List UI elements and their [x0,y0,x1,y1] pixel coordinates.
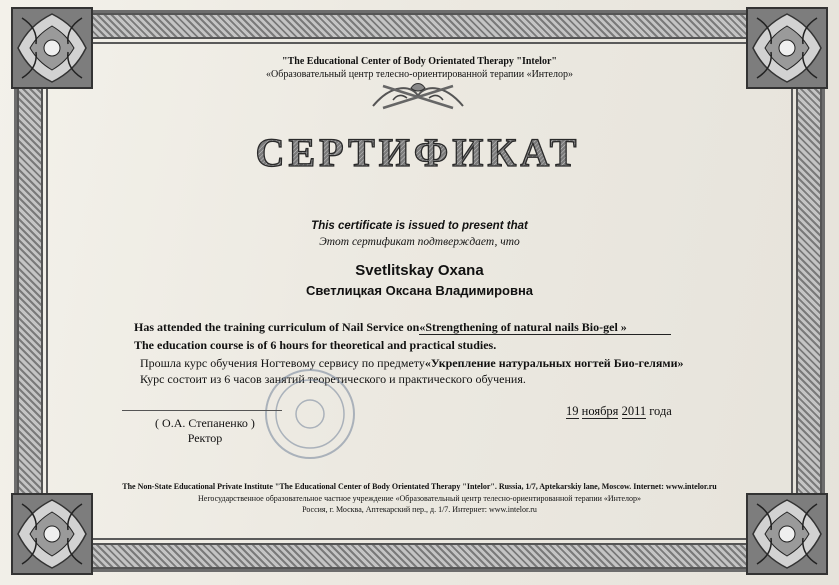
date-day: 19 [566,404,579,418]
svg-text:СЕРТИФИКАТ: СЕРТИФИКАТ [255,130,581,175]
date-year: 2011 [621,404,647,418]
header-english: "The Educational Center of Body Orientated Therapy "Intelor" [282,56,557,67]
course-duration-english: The education course is of 6 hours for theoretical and practical studies. [134,338,497,352]
footer-english: The Non-State Educational Private Institute "The Educational Center of Body Orientated Therapy "Intelor". Russia, 1/7, Aptekarskiy lane, Moscow. Internet: www.intelor.ru [122,482,717,491]
course-line-english [134,320,671,335]
course-duration-russian: Курс состоит из 6 часов занятий теоретического и практического обучения. [140,372,526,386]
course-title-russian: «Укрепление натуральных ногтей Био-гелями» [424,356,684,370]
certificate-title [238,128,598,176]
date-month: ноября [581,404,619,418]
header-russian: «Образовательный центр телесно-ориентированной терапии «Интелор» [266,69,573,80]
signature-line [122,410,282,411]
course-intro-russian: Прошла курс обучения Ногтевому сервису по предмету [140,356,425,370]
stamp-icon [262,366,358,462]
rector-title: Ректор [187,431,223,445]
recipient-name-russian: Светлицкая Оксана Владимировна [305,283,534,298]
issued-statement-english: This certificate is issued to present that [311,220,528,232]
course-title-english: «Strengthening of natural nails Bio-gel » [419,320,670,335]
course-intro-english: Has attended the training curriculum of Nail Service on [134,320,420,334]
rector-name: ( О.А. Степаненко ) [155,416,255,430]
recipient-name-english: Svetlitskay Oxana [355,262,484,279]
date-suffix: года [649,404,672,418]
footer-russian-institution: Негосударственное образовательное частное учреждение «Образовательный центр телесно-ориентированной терапии «Интелор» [198,494,641,503]
issued-statement-russian: Этот сертификат подтверждает, что [319,236,520,248]
footer-russian-address: Россия, г. Москва, Аптекарский пер., д. 1/7. Интернет: www.intelor.ru [302,505,537,514]
corner-ornament-icon [743,490,831,578]
course-line-russian [140,356,684,371]
corner-ornament-icon [8,490,96,578]
issue-date [566,404,672,419]
crossed-emblem-icon [363,80,473,112]
